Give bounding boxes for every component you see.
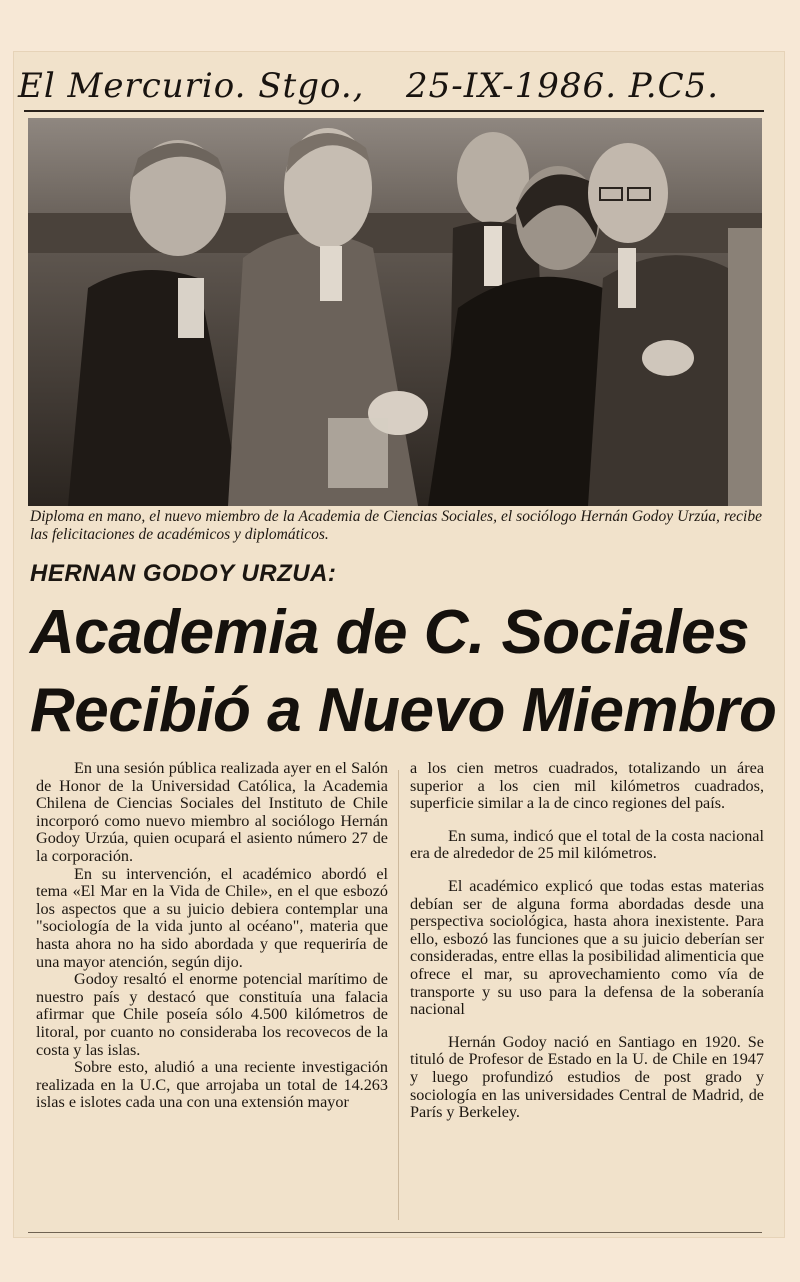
- article-column-left: [36, 760, 388, 1112]
- photo-of-men-shaking-hands-icon: [28, 118, 762, 506]
- article-kicker: HERNAN GODOY URZUA:: [30, 560, 337, 587]
- column-divider: [398, 770, 399, 1220]
- headline-line-1: Academia de C. Sociales: [30, 598, 750, 667]
- headline-line-2: Recibió a Nuevo Miembro: [30, 676, 777, 745]
- paragraph: En suma, indicó que el total de la costa nacional era de alrededor de 25 mil kilómetros.: [410, 826, 764, 863]
- paragraph: En una sesión pública realizada ayer en el Salón de Honor de la Universidad Católica, la Academia Chilena de Ciencias Sociales del Instituto de Chile incorporó como nuevo miembro al sociólogo Hernán Godoy Urzúa, quien ocupará el asiento número 27 de la corporación.: [36, 759, 388, 865]
- paragraph: Sobre esto, aludió a una reciente investigación realizada en la U.C, que arrojaba un total de 14.263 islas e islotes cada una con una extensión mayor: [36, 1058, 388, 1112]
- photo-caption: Diploma en mano, el nuevo miembro de la Academia de Ciencias Sociales, el sociólogo Hernán Godoy Urzúa, recibe las felicitaciones de académicos y diplomáticos.: [30, 508, 762, 543]
- paragraph: Godoy resaltó el enorme potencial marítimo de nuestro país y destacó que constituía una falacia afirmar que Chile poseía sólo 4.500 kilómetros de litoral, por cuanto no consideraba los recovecos de la costa y las islas.: [36, 970, 388, 1059]
- handwritten-annotation: [18, 66, 758, 106]
- paragraph: En su intervención, el académico abordó el tema «El Mar en la Vida de Chile», en el que esbozó los aspectos que a su juicio debiera contemplar una "sociología de la vida junto al océano", materia que hasta ahora no ha sido abordada y que requeriría de una mayor atención, según dijo.: [36, 864, 388, 971]
- handwritten-source: El Mercurio. Stgo.,: [18, 66, 365, 106]
- bottom-rule: [28, 1232, 762, 1233]
- handwritten-date: 25-IX-1986. P.C5.: [406, 66, 720, 106]
- paragraph: Hernán Godoy nació en Santiago en 1920. Se tituló de Profesor de Estado en la U. de Chile en 1947 y luego profundizó estudios de post grado y sociología en las universidades Central de Madrid, de París y Berkeley.: [410, 1032, 764, 1122]
- paragraph: a los cien metros cuadrados, totalizando un área superior a los cien mil kilómetros cuadrados, superficie similar a la de cinco regiones del país.: [410, 759, 764, 813]
- article-column-right: [410, 760, 764, 1122]
- top-rule: [24, 110, 764, 112]
- news-photo: [28, 118, 762, 506]
- paragraph: El académico explicó que todas estas materias debían ser de alguna forma abordadas desde una perspectiva sociológica, hasta ahora inexistente. Para ello, esbozó las funciones que a su juicio deberían ser consideradas, entre ellas la posibilidad alimenticia que ofrece el mar, su aprovechamiento como vía de transporte y su uso para la defensa de la soberanía nacional: [410, 876, 764, 1019]
